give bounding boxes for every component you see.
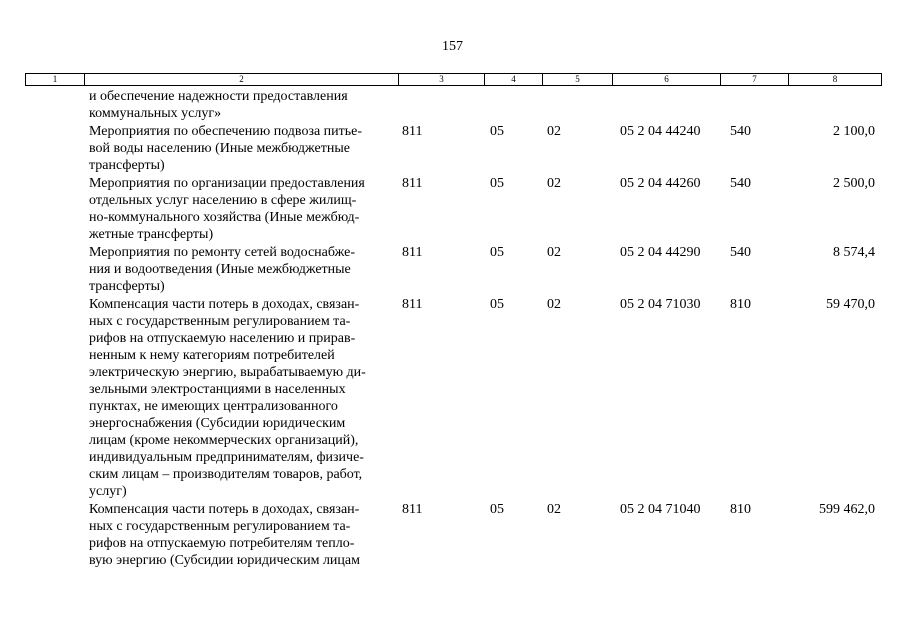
table-row xyxy=(25,244,881,295)
subsection-code: 02 xyxy=(547,124,561,139)
row-description xyxy=(89,296,394,500)
header-cell: 7 xyxy=(721,74,789,86)
expense-type-code: 810 xyxy=(730,297,751,312)
row-description xyxy=(89,244,394,295)
amount: 59 470,0 xyxy=(826,297,875,312)
description-line: трансферты) xyxy=(89,279,165,294)
target-article-code: 05 2 04 71030 xyxy=(620,297,701,312)
amount: 8 574,4 xyxy=(833,245,875,260)
target-article-code: 05 2 04 44290 xyxy=(620,245,701,260)
ministry-code: 811 xyxy=(402,245,423,260)
column-number-header xyxy=(25,73,882,86)
table-row xyxy=(25,175,881,243)
header-cell: 1 xyxy=(26,74,85,86)
section-code: 05 xyxy=(490,176,504,191)
description-line: Мероприятия по обеспечению подвоза питье- xyxy=(89,124,363,139)
description-line: ненным к нему категориям потребителей xyxy=(89,348,335,363)
header-row xyxy=(26,74,882,86)
description-line: пунктах, не имеющих централизованного xyxy=(89,399,338,414)
header-cell: 6 xyxy=(613,74,721,86)
row-description xyxy=(89,88,394,122)
description-line: ским лицам – производителям товаров, работ, xyxy=(89,467,363,482)
description-line: ных с государственным регулированием та- xyxy=(89,314,351,329)
description-line: энергоснабжения (Субсидии юридическим xyxy=(89,416,346,431)
page-number: 157 xyxy=(442,39,463,54)
description-line: индивидуальным предпринимателям, физиче- xyxy=(89,450,364,465)
description-line: отдельных услуг населению в сфере жилищ- xyxy=(89,193,357,208)
amount: 2 500,0 xyxy=(833,176,875,191)
description-line: Компенсация части потерь в доходах, связан- xyxy=(89,297,360,312)
target-article-code: 05 2 04 71040 xyxy=(620,502,701,517)
description-line: услуг) xyxy=(89,484,127,499)
target-article-code: 05 2 04 44240 xyxy=(620,124,701,139)
description-line: зельными электростанциями в населенных xyxy=(89,382,346,397)
expense-type-code: 540 xyxy=(730,245,751,260)
row-description xyxy=(89,123,394,174)
amount: 2 100,0 xyxy=(833,124,875,139)
subsection-code: 02 xyxy=(547,245,561,260)
table-row xyxy=(25,123,881,174)
section-code: 05 xyxy=(490,502,504,517)
expense-type-code: 810 xyxy=(730,502,751,517)
subsection-code: 02 xyxy=(547,502,561,517)
description-line: но-коммунального хозяйства (Иные межбюд- xyxy=(89,210,360,225)
description-line: вой воды населению (Иные межбюджетные xyxy=(89,141,350,156)
description-line: рифов на отпускаемую населению и прирав- xyxy=(89,331,356,346)
row-description xyxy=(89,175,394,243)
ministry-code: 811 xyxy=(402,297,423,312)
description-line: жетные трансферты) xyxy=(89,227,214,242)
subsection-code: 02 xyxy=(547,176,561,191)
description-line: и обеспечение надежности предоставления xyxy=(89,89,348,104)
section-code: 05 xyxy=(490,297,504,312)
description-line: рифов на отпускаемую потребителям тепло- xyxy=(89,536,355,551)
description-line: коммунальных услуг» xyxy=(89,106,222,121)
subsection-code: 02 xyxy=(547,297,561,312)
budget-table-body xyxy=(25,88,881,570)
header-cell: 8 xyxy=(789,74,882,86)
description-line: вую энергию (Субсидии юридическим лицам xyxy=(89,553,360,568)
table-row xyxy=(25,296,881,500)
table-row xyxy=(25,501,881,569)
section-code: 05 xyxy=(490,245,504,260)
ministry-code: 811 xyxy=(402,502,423,517)
header-cell: 3 xyxy=(399,74,485,86)
target-article-code: 05 2 04 44260 xyxy=(620,176,701,191)
expense-type-code: 540 xyxy=(730,176,751,191)
description-line: Мероприятия по организации предоставления xyxy=(89,176,365,191)
expense-type-code: 540 xyxy=(730,124,751,139)
section-code: 05 xyxy=(490,124,504,139)
ministry-code: 811 xyxy=(402,176,423,191)
row-description xyxy=(89,501,394,569)
description-line: электрическую энергию, вырабатываемую ди- xyxy=(89,365,366,380)
description-line: ных с государственным регулированием та- xyxy=(89,519,351,534)
header-cell: 2 xyxy=(85,74,399,86)
description-line: Компенсация части потерь в доходах, связан- xyxy=(89,502,360,517)
description-line: трансферты) xyxy=(89,158,165,173)
description-line: ния и водоотведения (Иные межбюджетные xyxy=(89,262,351,277)
description-line: Мероприятия по ремонту сетей водоснабже- xyxy=(89,245,356,260)
header-cell: 5 xyxy=(543,74,613,86)
header-cell: 4 xyxy=(485,74,543,86)
description-line: лицам (кроме некоммерческих организаций), xyxy=(89,433,359,448)
table-row xyxy=(25,88,881,122)
amount: 599 462,0 xyxy=(819,502,875,517)
ministry-code: 811 xyxy=(402,124,423,139)
